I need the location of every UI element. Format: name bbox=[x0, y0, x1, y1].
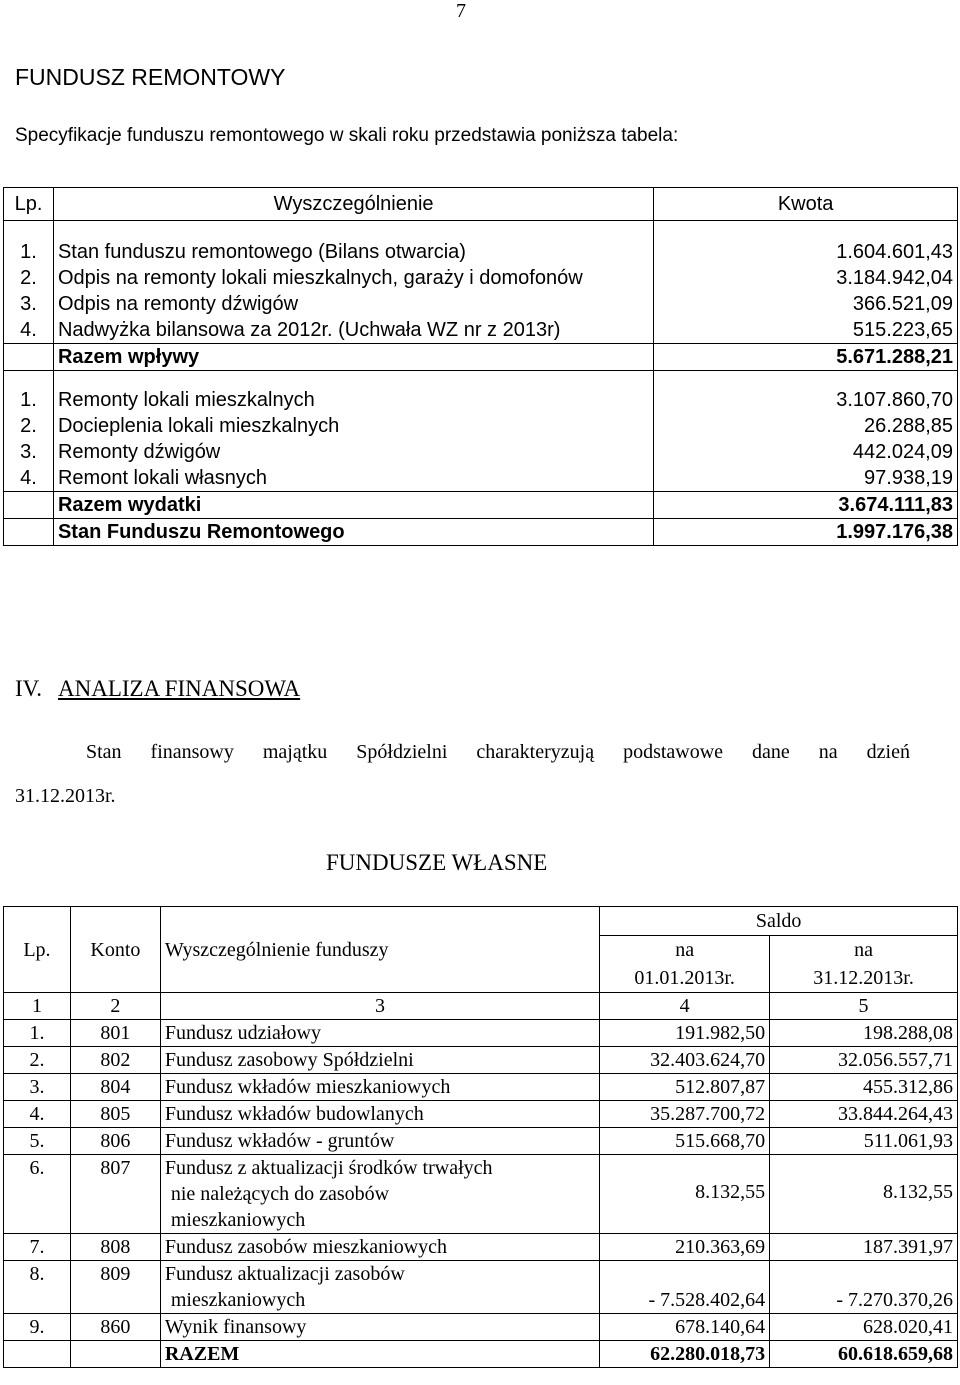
row-desc-line: Fundusz aktualizacji zasobów bbox=[164, 1263, 405, 1285]
col-number: 1 bbox=[4, 993, 71, 1020]
section-intro: Specyfikacje funduszu remontowego w skali roku przedstawia poniższa tabela: bbox=[15, 125, 679, 146]
row-lp: 4. bbox=[4, 317, 54, 344]
total-lp bbox=[4, 1341, 71, 1368]
row-end: 455.312,86 bbox=[770, 1074, 958, 1101]
header-start-date: 01.01.2013r. bbox=[634, 967, 735, 989]
fund-state-row bbox=[4, 519, 958, 546]
expense-row bbox=[4, 465, 958, 492]
income-row bbox=[4, 221, 958, 266]
row-start: 191.982,50 bbox=[600, 1020, 770, 1047]
header-lp: Lp. bbox=[4, 907, 71, 993]
row-desc bbox=[160, 1074, 599, 1101]
header-end-na: na bbox=[854, 939, 873, 961]
row-desc: Remont lokali własnych bbox=[53, 465, 653, 492]
header-konto: Konto bbox=[70, 907, 160, 993]
row-desc-line: nie należących do zasobów bbox=[170, 1183, 390, 1205]
header-desc: Wyszczególnienie bbox=[53, 188, 653, 221]
row-lp bbox=[4, 492, 54, 519]
expense-total-row bbox=[4, 492, 958, 519]
fund-row bbox=[4, 1101, 958, 1128]
fund-row bbox=[4, 1155, 958, 1234]
row-desc bbox=[160, 1047, 599, 1074]
row-desc: Razem wydatki bbox=[53, 492, 653, 519]
income-row bbox=[4, 291, 958, 317]
row-start: 512.807,87 bbox=[600, 1074, 770, 1101]
row-desc-line: Fundusz wkładów mieszkaniowych bbox=[164, 1076, 451, 1098]
row-desc-line: mieszkaniowych bbox=[170, 1209, 306, 1231]
row-lp: 6. bbox=[4, 1155, 71, 1234]
repair-fund-table bbox=[3, 187, 958, 546]
row-lp: 4. bbox=[4, 465, 54, 492]
row-lp: 7. bbox=[4, 1234, 71, 1261]
expense-row bbox=[4, 413, 958, 439]
row-lp: 2. bbox=[4, 1047, 71, 1074]
row-start: 210.363,69 bbox=[600, 1234, 770, 1261]
row-start: 8.132,55 bbox=[600, 1155, 770, 1234]
row-lp: 1. bbox=[4, 221, 54, 266]
row-lp bbox=[4, 519, 54, 546]
row-lp: 9. bbox=[4, 1314, 71, 1341]
row-amount: 3.107.860,70 bbox=[654, 371, 958, 414]
fund-row bbox=[4, 1047, 958, 1074]
row-lp: 4. bbox=[4, 1101, 71, 1128]
header-amount: Kwota bbox=[654, 188, 958, 221]
row-desc-line: Fundusz zasobowy Spółdzielni bbox=[164, 1049, 414, 1071]
row-end: - 7.270.370,26 bbox=[770, 1261, 958, 1314]
header-saldo: Saldo bbox=[600, 907, 958, 936]
header-start-na: na bbox=[675, 939, 695, 961]
total-end: 60.618.659,68 bbox=[770, 1341, 958, 1368]
row-konto: 806 bbox=[70, 1128, 160, 1155]
fund-row bbox=[4, 1074, 958, 1101]
row-end: 187.391,97 bbox=[770, 1234, 958, 1261]
header-end-col bbox=[770, 936, 958, 993]
row-end: 33.844.264,43 bbox=[770, 1101, 958, 1128]
row-konto: 860 bbox=[70, 1314, 160, 1341]
row-desc-line: Fundusz zasobów mieszkaniowych bbox=[164, 1236, 448, 1258]
row-desc: Docieplenia lokali mieszkalnych bbox=[53, 413, 653, 439]
row-amount: 1.604.601,43 bbox=[654, 221, 958, 266]
row-konto: 804 bbox=[70, 1074, 160, 1101]
row-lp: 1. bbox=[4, 371, 54, 414]
row-end: 628.020,41 bbox=[770, 1314, 958, 1341]
expense-row bbox=[4, 439, 958, 465]
row-desc: Stan funduszu remontowego (Bilans otwarcia) bbox=[53, 221, 653, 266]
row-desc: Remonty lokali mieszkalnych bbox=[53, 371, 653, 414]
row-desc: Stan Funduszu Remontowego bbox=[53, 519, 653, 546]
header-desc: Wyszczególnienie funduszy bbox=[160, 907, 599, 993]
row-amount: 1.997.176,38 bbox=[654, 519, 958, 546]
row-desc bbox=[160, 1101, 599, 1128]
col-number: 4 bbox=[600, 993, 770, 1020]
total-konto bbox=[70, 1341, 160, 1368]
roman-numeral: IV. bbox=[15, 676, 43, 701]
row-konto: 802 bbox=[70, 1047, 160, 1074]
row-lp: 3. bbox=[4, 439, 54, 465]
row-lp bbox=[4, 344, 54, 371]
row-lp: 2. bbox=[4, 413, 54, 439]
row-start: 35.287.700,72 bbox=[600, 1101, 770, 1128]
row-desc-line: mieszkaniowych bbox=[170, 1289, 306, 1311]
row-end: 8.132,55 bbox=[770, 1155, 958, 1234]
row-end: 511.061,93 bbox=[770, 1128, 958, 1155]
analysis-title: ANALIZA FINANSOWA bbox=[58, 676, 301, 701]
row-amount: 26.288,85 bbox=[654, 413, 958, 439]
income-total-row bbox=[4, 344, 958, 371]
row-desc-line: Fundusz udziałowy bbox=[164, 1022, 321, 1044]
header-start-col bbox=[600, 936, 770, 993]
row-desc-line: Fundusz z aktualizacji środków trwałych bbox=[164, 1157, 493, 1179]
row-konto: 809 bbox=[70, 1261, 160, 1314]
row-amount: 5.671.288,21 bbox=[654, 344, 958, 371]
row-desc: Remonty dźwigów bbox=[53, 439, 653, 465]
own-funds-title: FUNDUSZE WŁASNE bbox=[326, 850, 548, 875]
total-label: RAZEM bbox=[160, 1341, 599, 1368]
row-desc: Odpis na remonty dźwigów bbox=[53, 291, 653, 317]
row-lp: 3. bbox=[4, 291, 54, 317]
row-konto: 807 bbox=[70, 1155, 160, 1234]
income-row bbox=[4, 317, 958, 344]
income-row bbox=[4, 265, 958, 291]
total-start: 62.280.018,73 bbox=[600, 1341, 770, 1368]
row-desc: Odpis na remonty lokali mieszkalnych, garaży i domofonów bbox=[53, 265, 653, 291]
row-desc bbox=[160, 1020, 599, 1047]
row-desc bbox=[160, 1155, 599, 1234]
row-lp: 1. bbox=[4, 1020, 71, 1047]
row-amount: 366.521,09 bbox=[654, 291, 958, 317]
row-lp: 8. bbox=[4, 1261, 71, 1314]
header-lp: Lp. bbox=[4, 188, 54, 221]
row-desc-line: Fundusz wkładów - gruntów bbox=[164, 1130, 395, 1152]
row-konto: 808 bbox=[70, 1234, 160, 1261]
table-header-row bbox=[4, 188, 958, 221]
row-start: 515.668,70 bbox=[600, 1128, 770, 1155]
row-desc bbox=[160, 1234, 599, 1261]
page-number: 7 bbox=[456, 0, 466, 22]
fund-row bbox=[4, 1314, 958, 1341]
row-amount: 3.674.111,83 bbox=[654, 492, 958, 519]
row-desc bbox=[160, 1261, 599, 1314]
fund-row bbox=[4, 1128, 958, 1155]
row-end: 32.056.557,71 bbox=[770, 1047, 958, 1074]
col-number: 2 bbox=[70, 993, 160, 1020]
row-start: - 7.528.402,64 bbox=[600, 1261, 770, 1314]
row-start: 32.403.624,70 bbox=[600, 1047, 770, 1074]
fund-row bbox=[4, 1261, 958, 1314]
analysis-intro-date: 31.12.2013r. bbox=[15, 785, 116, 807]
fund-row bbox=[4, 1020, 958, 1047]
fund-row bbox=[4, 1234, 958, 1261]
row-desc: Razem wpływy bbox=[53, 344, 653, 371]
row-konto: 805 bbox=[70, 1101, 160, 1128]
row-amount: 97.938,19 bbox=[654, 465, 958, 492]
row-amount: 442.024,09 bbox=[654, 439, 958, 465]
row-desc-line: Fundusz wkładów budowlanych bbox=[164, 1103, 424, 1125]
analysis-intro-line1: Stan finansowy majątku Spółdzielni charakteryzują podstawowe dane na dzień bbox=[86, 741, 910, 763]
row-desc bbox=[160, 1128, 599, 1155]
total-row bbox=[4, 1341, 958, 1368]
row-lp: 5. bbox=[4, 1128, 71, 1155]
row-amount: 515.223,65 bbox=[654, 317, 958, 344]
section-title: FUNDUSZ REMONTOWY bbox=[15, 64, 286, 90]
row-desc bbox=[160, 1314, 599, 1341]
row-konto: 801 bbox=[70, 1020, 160, 1047]
row-lp: 3. bbox=[4, 1074, 71, 1101]
header-row-1 bbox=[4, 907, 958, 936]
own-funds-table bbox=[3, 906, 958, 1368]
column-number-row bbox=[4, 993, 958, 1020]
row-desc-line: Wynik finansowy bbox=[164, 1316, 307, 1338]
col-number: 5 bbox=[770, 993, 958, 1020]
row-start: 678.140,64 bbox=[600, 1314, 770, 1341]
header-end-date: 31.12.2013r. bbox=[813, 967, 914, 989]
row-amount: 3.184.942,04 bbox=[654, 265, 958, 291]
row-lp: 2. bbox=[4, 265, 54, 291]
row-end: 198.288,08 bbox=[770, 1020, 958, 1047]
expense-row bbox=[4, 371, 958, 414]
row-desc: Nadwyżka bilansowa za 2012r. (Uchwała WZ nr z 2013r) bbox=[53, 317, 653, 344]
col-number: 3 bbox=[160, 993, 599, 1020]
